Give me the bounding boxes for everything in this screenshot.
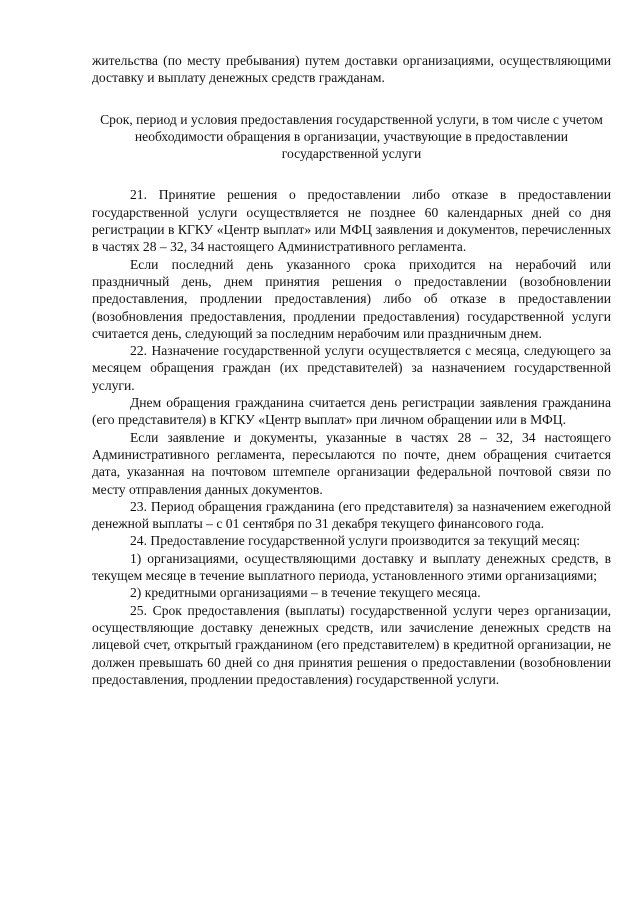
intro-paragraph: жительства (по месту пребывания) путем доставки организациями, осуществляющими доставку и выплату денежных средств гражданам. [92, 53, 611, 86]
paragraph-22-postal: Если заявление и документы, указанные в частях 28 – 32, 34 настоящего Административного регламента, пересылаются по почте, днем обращения считается дата, указанная на почтовом штемпеле организации федеральной почтовой связи по месту отправления данных документов. [92, 429, 611, 497]
paragraph-21-holiday: Если последний день указанного срока приходится на нерабочий или праздничный день, днем принятия решения о предоставлении (возобновлении предоставления, продлении предоставления) либо об отказе в предоставлении (возобновления предоставления, продлении предоставления) государственной услуги считается день, следующий за последним нерабочим или праздничным днем. [92, 256, 611, 341]
list-item: 2) кредитными организациями – в течение текущего месяца. [130, 585, 481, 601]
paragraph-22-application-day: Днем обращения гражданина считается день регистрации заявления гражданина (его представителя) в КГКУ «Центр выплат» при личном обращении или в МФЦ. [92, 395, 611, 428]
list-item: 1) организациями, осуществляющими доставку и выплату денежных средств, в текущем месяце в течение выплатного периода, установленного этими организациями; [92, 550, 611, 584]
paragraph-25: 25. Срок предоставления (выплаты) государственной услуги через организации, осуществляющие доставку денежных средств, или зачисление денежных средств на лицевой счет, открытый гражданином (его представителем) в кредитной организации, не должен превышать 60 дней со дня принятия решения о предоставлении (возобновлении предоставления, продлении предоставления) государственной услуги. [92, 602, 611, 687]
document-page [92, 52, 611, 688]
paragraph-24: 24. Предоставление государственной услуги производится за текущий месяц: [130, 533, 581, 549]
paragraph-22: 22. Назначение государственной услуги осуществляется с месяца, следующего за месяцем обращения граждан (их представителей) за назначением государственной услуги. [92, 343, 611, 393]
paragraph-23: 23. Период обращения гражданина (его представителя) за назначением ежегодной денежной выплаты – с 01 сентября по 31 декабря текущего финансового года. [92, 498, 611, 532]
section-heading: Срок, период и условия предоставления государственной услуги, в том числе с учетом необходимости обращения в организации, участвующие в предоставлении государственной услуги [100, 111, 603, 162]
paragraph-21: 21. Принятие решения о предоставлении либо отказе в предоставлении государственной услуги осуществляется не позднее 60 календарных дней со дня регистрации в КГКУ «Центр выплат» или МФЦ заявления и документов, перечисленных в частях 28 – 32, 34 настоящего Административного регламента. [92, 187, 611, 255]
